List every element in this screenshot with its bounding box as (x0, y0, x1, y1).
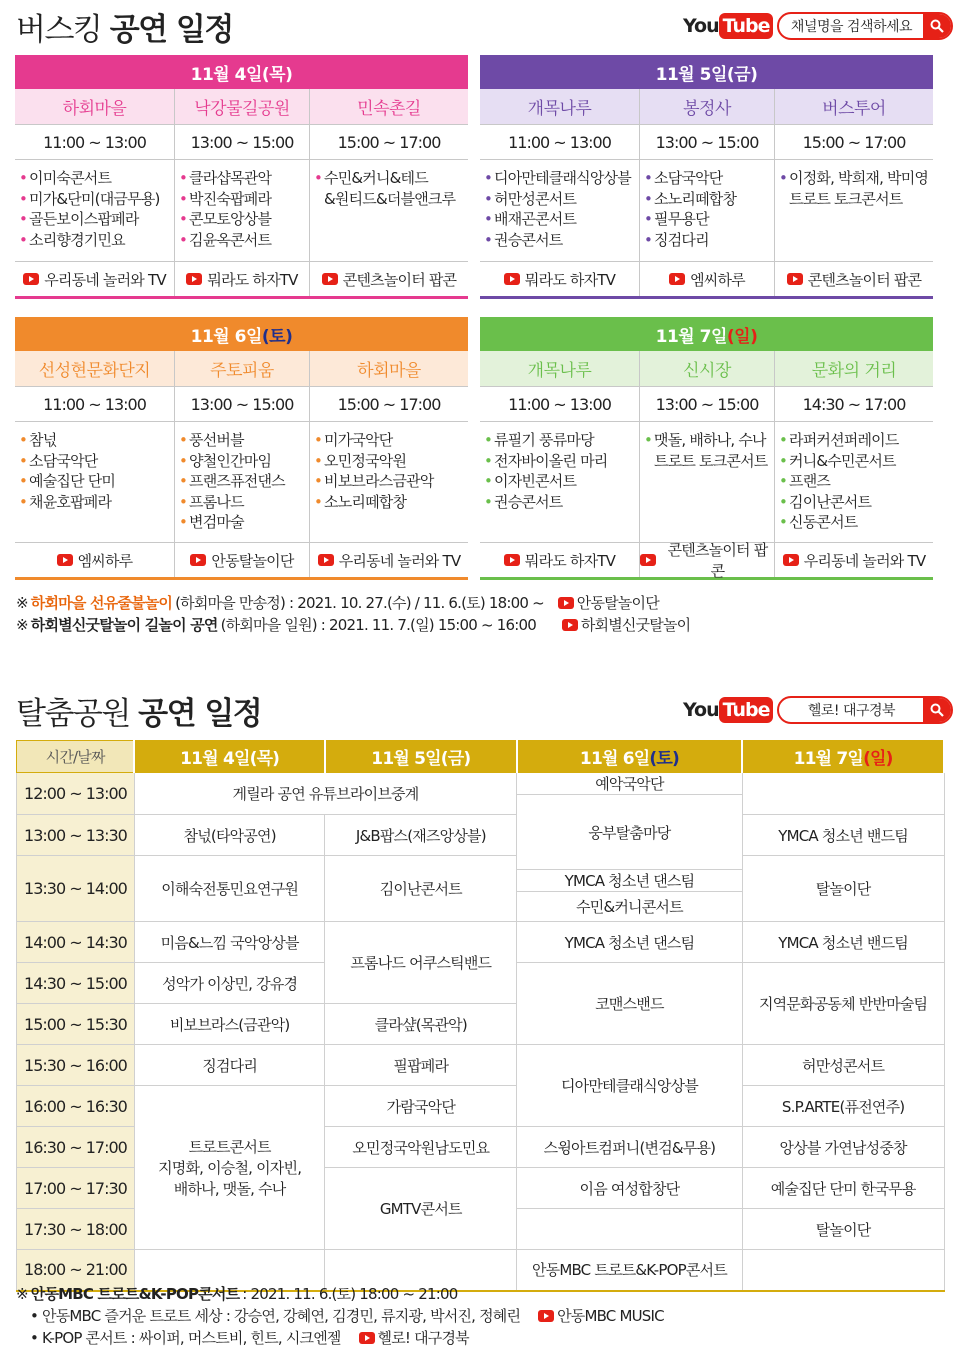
busking-notes (16, 592, 690, 636)
day-header: 11월 6일 (토) (15, 317, 468, 351)
time-cell: 11:00 ~ 13:00 (15, 125, 175, 159)
channel-row (15, 262, 468, 296)
act-item: • 비보브라스금관악 (314, 471, 434, 492)
time-cell: 15:00 ~ 15:30 (17, 1004, 135, 1045)
time-cell: 12:00 ~ 13:00 (17, 773, 135, 815)
act-item: • 소노리떼합창 (314, 492, 434, 513)
park-title: 탈춤공원 공연 일정 (16, 696, 262, 732)
time-cell: 14:30 ~ 15:00 (17, 963, 135, 1004)
acts-row (480, 422, 933, 543)
act-item: • 미가국악단 (314, 430, 434, 451)
schedule-cell: 오민정국악원남도민요 (325, 1127, 517, 1168)
act-item: • 채윤호팝페라 (19, 492, 115, 513)
youtube-logo: You Tube (683, 13, 773, 39)
time-cell: 11:00 ~ 13:00 (480, 387, 640, 421)
act-item: • 이정화, 박희재, 박미영 (779, 168, 928, 189)
youtube-search-box[interactable]: 채널명을 검색하세요 (777, 12, 953, 40)
youtube-logo: You Tube (683, 697, 773, 723)
youtube-icon (190, 554, 206, 566)
schedule-cell: GMTV콘서트 (325, 1168, 517, 1250)
act-item: • 김이난콘서트 (779, 492, 899, 513)
schedule-cell: YMCA 청소년 밴드팀 (742, 815, 944, 856)
schedule-cell: YMCA 청소년 밴드팀 (742, 922, 944, 963)
acts-cell (15, 422, 175, 542)
time-cell: 15:30 ~ 16:00 (17, 1045, 135, 1086)
schedule-cell: 웅부탈춤마당 (517, 795, 743, 870)
act-item: 트로트 토크콘서트 (654, 451, 768, 470)
schedule-cell: 예악국악단 (517, 773, 743, 795)
note-line: ※ 하회마을 선유줄불놀이 (하회마을 만송정) : 2021. 10. 27.(수) / 11. 6.(토) 18:00 ~ 안동탈놀이단 (16, 594, 659, 612)
acts-cell (775, 422, 933, 542)
act-item: • 양철인간마임 (179, 451, 285, 472)
day-box (15, 55, 468, 299)
time-cell: 14:30 ~ 17:00 (802, 394, 906, 414)
schedule-cell: YMCA 청소년 댄스팀 (517, 870, 743, 892)
time-cell: 13:30 ~ 14:00 (17, 856, 135, 922)
act-item: • 라퍼커션퍼레이드 (779, 430, 899, 451)
schedule-cell: 이음 여성합창단 (517, 1168, 743, 1209)
venue-cell: 민속촌길 (310, 89, 468, 124)
header-time: 시간/날짜 (17, 741, 135, 773)
schedule-cell: 허만성콘서트 (742, 1045, 944, 1086)
channel-cell[interactable]: 안동탈놀이단 (175, 543, 310, 577)
schedule-cell: 앙상블 가연남성중창 (742, 1127, 944, 1168)
act-item: 트로트 토크콘서트 (789, 189, 903, 208)
venue-cell: 봉정사 (640, 89, 775, 124)
youtube-icon (57, 554, 73, 566)
schedule-cell: 비보브라스(금관악) (134, 1004, 325, 1045)
act-item: • 이자빈콘서트 (484, 471, 608, 492)
venue-cell: 선성현문화단지 (15, 351, 175, 386)
time-cell: 14:00 ~ 14:30 (17, 922, 135, 963)
act-item: • 필무용단 (644, 209, 736, 230)
header-day-6: 11월 6일(토) (517, 741, 743, 773)
act-item: • 미가&단미(대금무용) (19, 189, 160, 210)
youtube-icon (23, 273, 39, 285)
time-cell: 13:00 ~ 15:00 (175, 387, 310, 421)
schedule-cell: 탈놀이단 (742, 856, 944, 922)
time-cell: 18:00 ~ 21:00 (17, 1250, 135, 1291)
act-item: • 참넋 (19, 430, 115, 451)
day-header: 11월 4일 (목) (15, 55, 468, 89)
acts-cell (175, 422, 310, 542)
schedule-cell: 김이난콘서트 (325, 856, 517, 922)
venue-cell: 하회마을 (15, 89, 175, 124)
time-cell: 15:00 ~ 17:00 (337, 132, 441, 152)
schedule-cell: 필팝페라 (325, 1045, 517, 1086)
act-item: • 배재곤콘서트 (484, 209, 631, 230)
channel-row (480, 541, 933, 580)
act-item: • 소리향경기민요 (19, 230, 160, 251)
act-item: • 오민정국악원 (314, 451, 434, 472)
youtube-search-2 (683, 696, 953, 724)
act-item: • 소담국악단 (644, 168, 736, 189)
search-icon[interactable] (923, 12, 951, 40)
act-item: • 예술집단 단미 (19, 471, 115, 492)
acts-cell (15, 160, 175, 261)
channel-cell[interactable]: 우리동네 놀러와 TV (15, 262, 175, 296)
venue-cell: 버스투어 (775, 89, 933, 124)
time-cell: 15:00 ~ 17:00 (802, 132, 906, 152)
acts-cell (640, 422, 775, 542)
act-item: • 커니&수민콘서트 (779, 451, 899, 472)
schedule-cell: 프롬나드 어쿠스틱밴드 (325, 922, 517, 1004)
youtube-icon (504, 273, 520, 285)
venue-row (15, 89, 468, 125)
act-item: • 소담국악단 (19, 451, 115, 472)
channel-row (15, 543, 468, 577)
time-cell: 16:30 ~ 17:00 (17, 1127, 135, 1168)
channel-cell[interactable]: 우리동네 놀러와 TV (775, 543, 933, 577)
day-box (480, 317, 933, 580)
time-cell: 15:00 ~ 17:00 (337, 394, 441, 414)
acts-cell (175, 160, 310, 261)
act-item: • 박진숙팝페라 (179, 189, 271, 210)
venue-row (15, 351, 468, 387)
act-item: • 디아만테클래식앙상블 (484, 168, 631, 189)
schedule-cell: 이해숙전통민요연구원 (134, 856, 325, 922)
act-item: • 신동콘서트 (779, 512, 899, 533)
schedule-cell (742, 773, 944, 815)
day-box (480, 55, 933, 299)
schedule-cell: 수민&커니콘서트 (517, 892, 743, 922)
act-item: • 권승콘서트 (484, 230, 631, 251)
venue-cell: 주토피움 (175, 351, 310, 386)
youtube-icon (562, 619, 578, 631)
trot-line: 배하나, 맷돌, 수나 (173, 1180, 286, 1198)
search-icon[interactable] (923, 696, 951, 724)
act-item: • 클라샵목관악 (179, 168, 271, 189)
time-cell: 17:30 ~ 18:00 (17, 1209, 135, 1250)
day-box (15, 317, 468, 580)
venue-cell: 하회마을 (310, 351, 468, 386)
venue-cell: 낙강물길공원 (175, 89, 310, 124)
time-row (480, 125, 933, 160)
schedule-cell: J&B팝스(재즈앙상블) (325, 815, 517, 856)
channel-cell[interactable]: 콘텐츠놀이터 팝콘 (310, 262, 468, 296)
act-item: • 골든보이스팝페라 (19, 209, 160, 230)
schedule-cell: 미음&느낌 국악앙상블 (134, 922, 325, 963)
header-day-4: 11월 4일(목) (134, 741, 325, 773)
time-row (15, 125, 468, 160)
channel-cell[interactable]: 엠씨하루 (640, 262, 775, 296)
time-cell: 13:00 ~ 15:00 (640, 125, 775, 159)
park-schedule-table (16, 740, 945, 1292)
channel-cell[interactable]: 콘텐츠놀이터 팝콘 (640, 543, 775, 577)
youtube-icon (359, 1332, 375, 1344)
acts-cell (480, 160, 640, 261)
act-item: • 풍선버블 (179, 430, 285, 451)
youtube-icon (558, 597, 574, 609)
channel-cell[interactable]: 엠씨하루 (15, 543, 175, 577)
acts-cell (310, 422, 468, 542)
schedule-cell: 예술집단 단미 한국무용 (742, 1168, 944, 1209)
park-notes (16, 1283, 664, 1349)
act-item: • 전자바이올린 마리 (484, 451, 608, 472)
youtube-icon (504, 554, 520, 566)
youtube-icon (538, 1310, 554, 1322)
channel-cell[interactable]: 뭐라도 하자TV (175, 262, 310, 296)
schedule-cell-trot (134, 1086, 325, 1250)
venue-cell: 개목나루 (480, 89, 640, 124)
schedule-cell: 성악가 이상민, 강유경 (134, 963, 325, 1004)
act-item: • 이미숙콘서트 (19, 168, 160, 189)
acts-row (15, 160, 468, 262)
schedule-cell: 클라샾(목관악) (325, 1004, 517, 1045)
venue-cell: 신시장 (640, 351, 775, 386)
trot-line: 트로트콘서트 (188, 1138, 271, 1156)
schedule-cell: 게릴라 공연 유튜브라이브중계 (134, 773, 516, 815)
venue-row (480, 351, 933, 387)
schedule-cell: S.P.ARTE(퓨전연주) (742, 1086, 944, 1127)
act-item: • 콘모토앙상블 (179, 209, 271, 230)
youtube-search-1 (683, 12, 953, 40)
youtube-icon (787, 273, 803, 285)
act-item: • 프랜즈 (779, 471, 899, 492)
act-item: • 수민&커니&테드 (314, 168, 455, 189)
time-row (480, 387, 933, 422)
time-cell: 16:00 ~ 16:30 (17, 1086, 135, 1127)
schedule-cell: 지역문화공동체 반반마술팀 (742, 963, 944, 1045)
youtube-icon (318, 554, 334, 566)
day-header: 11월 5일 (금) (480, 55, 933, 89)
schedule-cell: 탈놀이단 (742, 1209, 944, 1250)
time-cell: 13:00 ~ 13:30 (17, 815, 135, 856)
time-cell: 17:00 ~ 17:30 (17, 1168, 135, 1209)
schedule-cell: YMCA 청소년 댄스팀 (517, 922, 743, 963)
act-item: • 맷돌, 배하나, 수나 (644, 430, 768, 451)
channel-cell[interactable]: 콘텐츠놀이터 팝콘 (775, 262, 933, 296)
venue-cell: 개목나루 (480, 351, 640, 386)
time-cell: 11:00 ~ 13:00 (480, 125, 640, 159)
acts-cell (480, 422, 640, 542)
acts-cell (310, 160, 468, 261)
header-day-7: 11월 7일(일) (742, 741, 944, 773)
schedule-cell: 디아만테클래식앙상블 (517, 1045, 743, 1127)
youtube-icon (186, 273, 202, 285)
busking-title: 버스킹 공연 일정 (16, 12, 233, 48)
channel-cell[interactable]: 뭐라도 하자TV (480, 262, 640, 296)
time-cell: 11:00 ~ 13:00 (15, 387, 175, 421)
youtube-icon (322, 273, 338, 285)
acts-cell (775, 160, 933, 261)
schedule-cell: 스윙아트컴퍼니(변검&무용) (517, 1127, 743, 1168)
acts-cell (640, 160, 775, 261)
channel-row (480, 262, 933, 296)
act-item: • 류필기 풍류마당 (484, 430, 608, 451)
youtube-icon (669, 273, 685, 285)
note-line: • K-POP 콘서트 : 싸이퍼, 머스트비, 힌트, 시크엔젤 헬로! 대구경북 (30, 1329, 469, 1347)
note-line: ※ 안동MBC 트로트&K-POP콘서트 : 2021. 11. 6.(토) 18:00 ~ 21:00 (16, 1285, 458, 1303)
youtube-icon (640, 554, 656, 566)
act-item: • 김윤옥콘서트 (179, 230, 271, 251)
time-row (15, 387, 468, 422)
time-cell: 13:00 ~ 15:00 (175, 125, 310, 159)
channel-cell[interactable]: 우리동네 놀러와 TV (310, 543, 468, 577)
act-item: • 허만성콘서트 (484, 189, 631, 210)
day-header: 11월 7일 (일) (480, 317, 933, 351)
schedule-cell (517, 1209, 743, 1250)
act-item: &원티드&더블앤크루 (324, 189, 456, 208)
act-item: • 프랜즈퓨전댄스 (179, 471, 285, 492)
youtube-icon (783, 554, 799, 566)
trot-line: 지명화, 이승철, 이자빈, (158, 1159, 302, 1177)
act-item: • 소노리떼합창 (644, 189, 736, 210)
time-cell: 13:00 ~ 15:00 (640, 387, 775, 421)
channel-cell[interactable]: 뭐라도 하자TV (480, 543, 640, 577)
note-line: • 안동MBC 즐거운 트로트 세상 : 강승연, 강혜연, 김경민, 류지광, 박서진, 정혜린 안동MBC MUSIC (30, 1307, 664, 1325)
act-item: • 변검마술 (179, 512, 285, 533)
schedule-cell: 가람국악단 (325, 1086, 517, 1127)
act-item: • 권승콘서트 (484, 492, 608, 513)
venue-row (480, 89, 933, 125)
header-day-5: 11월 5일(금) (325, 741, 517, 773)
act-item: • 징검다리 (644, 230, 736, 251)
act-item: • 프롬나드 (179, 492, 285, 513)
acts-row (480, 160, 933, 262)
schedule-cell: 안동MBC 트로트&K-POP콘서트 (517, 1250, 743, 1291)
schedule-cell: 징검다리 (134, 1045, 325, 1086)
schedule-cell: 코맨스밴드 (517, 963, 743, 1045)
schedule-cell: 참넋(타악공연) (134, 815, 325, 856)
note-line: ※ 하회별신굿탈놀이 길놀이 공연 (하회마을 일원) : 2021. 11. 7.(일) 15:00 ~ 16:00 하회별신굿탈놀이 (16, 616, 691, 634)
venue-cell: 문화의 거리 (775, 351, 933, 386)
schedule-cell (742, 1250, 944, 1291)
youtube-search-box[interactable]: 헬로! 대구경북 (777, 696, 953, 724)
acts-row (15, 422, 468, 543)
